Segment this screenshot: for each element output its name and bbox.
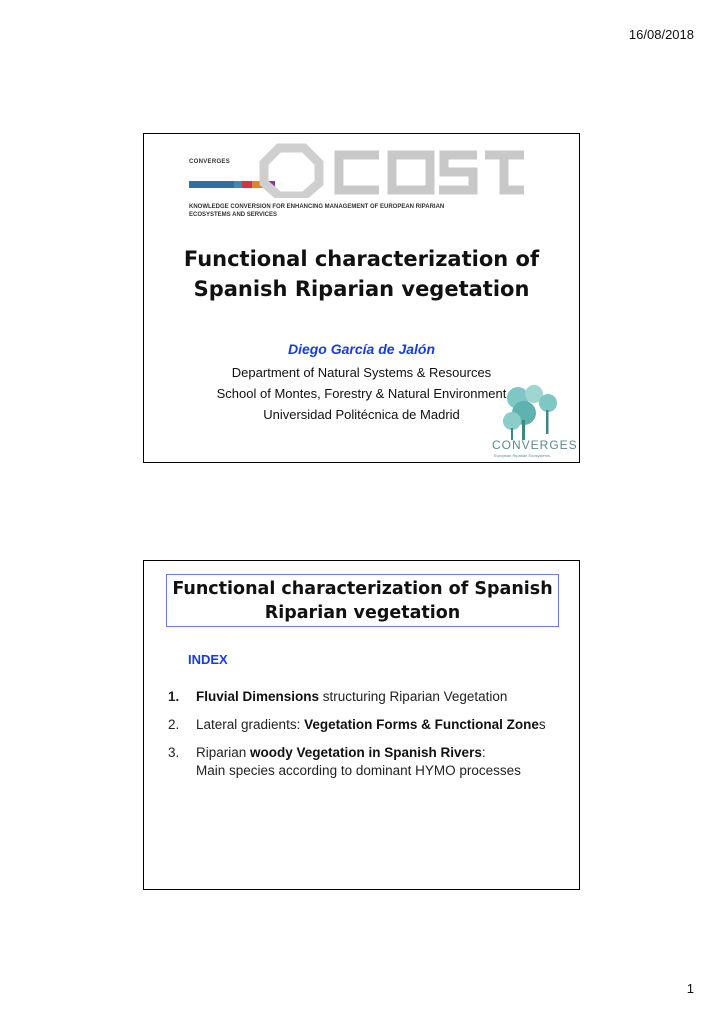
index-item-plain-text: Riparian xyxy=(196,745,251,760)
index-item-plain-text: Lateral gradients: xyxy=(196,717,305,732)
index-item-plain-text: s xyxy=(538,717,546,732)
slide-title-text xyxy=(167,575,558,625)
converges-logo-name: CONVERGES xyxy=(492,438,578,452)
slide-index xyxy=(143,560,580,890)
page-date: 16/08/2018 xyxy=(628,27,694,42)
index-item-text xyxy=(196,688,507,706)
title-line: Spanish Riparian vegetation xyxy=(193,277,530,301)
page-number: 1 xyxy=(686,981,694,996)
index-item-text xyxy=(196,716,546,734)
index-item-bold-text: woody Vegetation in Spanish Rivers xyxy=(250,745,482,760)
index-item-plain-text: : xyxy=(481,745,486,760)
index-item-plain-text: Main species according to dominant HYMO processes xyxy=(196,763,521,778)
converges-small-logo-text: CONVERGES xyxy=(189,159,231,165)
cost-logo xyxy=(239,138,529,198)
index-list xyxy=(168,688,568,790)
affiliation-department: Department of Natural Systems & Resources xyxy=(231,365,492,380)
index-item xyxy=(168,744,568,780)
index-item-bold-text: Vegetation Forms & Functional Zone xyxy=(304,717,539,732)
title-line: Riparian vegetation xyxy=(264,603,461,623)
index-item-number: 2. xyxy=(168,717,180,732)
index-item-number: 1. xyxy=(168,689,180,704)
index-item xyxy=(168,716,568,734)
title-line: Functional characterization of xyxy=(183,247,540,271)
index-item-text xyxy=(196,744,521,780)
title-line: Functional characterization of Spanish xyxy=(172,579,553,599)
tagline-line: KNOWLEDGE CONVERSION FOR ENHANCING MANAGEMENT OF EUROPEAN RIPARIAN xyxy=(189,204,445,210)
index-item-plain-text: structuring Riparian Vegetation xyxy=(319,689,508,704)
tagline xyxy=(189,204,519,219)
affiliation-school: School of Montes, Forestry & Natural Environment xyxy=(216,386,507,401)
converges-logo-subtitle: European Riparian Ecosystems xyxy=(494,453,551,458)
slide-title-text xyxy=(144,244,579,304)
slide-title-box xyxy=(166,574,559,627)
tagline-line: ECOSYSTEMS AND SERVICES xyxy=(189,211,278,218)
slide-title xyxy=(143,133,580,463)
color-bar-segment xyxy=(189,181,234,188)
index-label: INDEX xyxy=(188,652,228,667)
author-name: Diego García de Jalón xyxy=(287,341,436,357)
index-item-bold-text: Fluvial Dimensions xyxy=(196,689,320,704)
index-item-number: 3. xyxy=(168,745,180,760)
index-item xyxy=(168,688,568,706)
affiliation-university: Universidad Politécnica de Madrid xyxy=(263,407,460,422)
